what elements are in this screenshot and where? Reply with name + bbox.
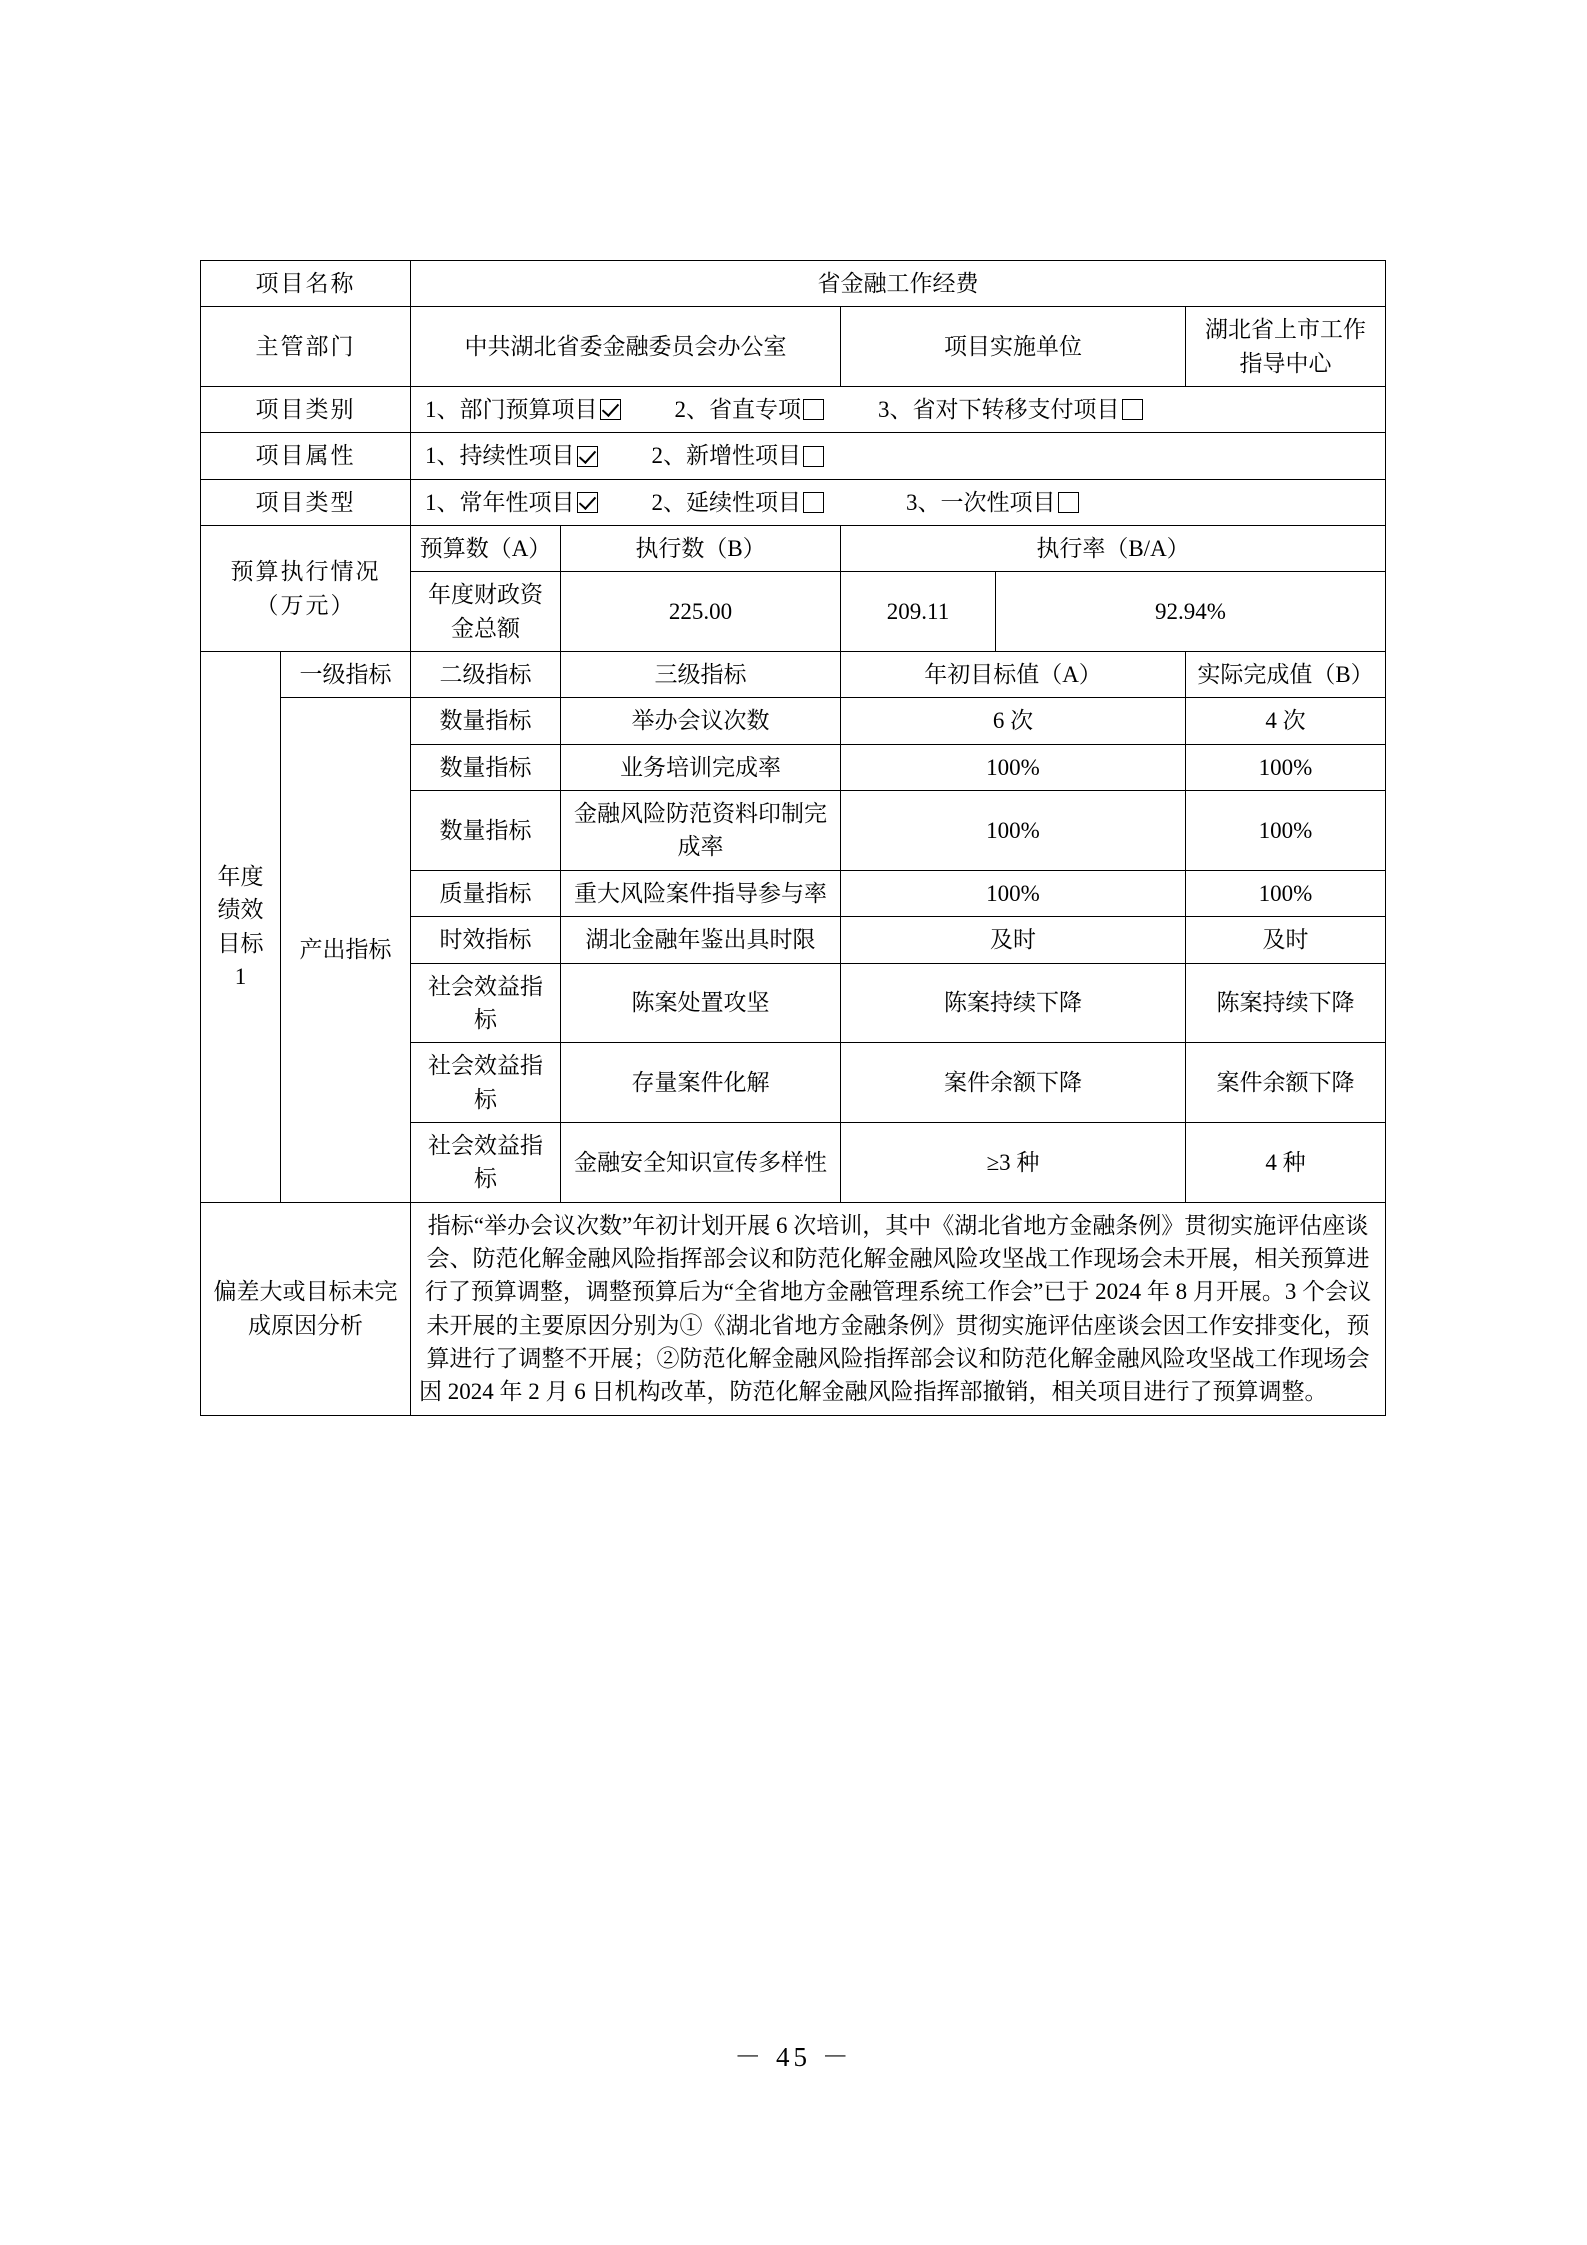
indicator-1-actual: 100% bbox=[1186, 744, 1386, 790]
table-row-type bbox=[201, 479, 1386, 525]
attribute-option-1-label: 2、新增性项目 bbox=[651, 443, 801, 469]
attribute-option-0-checkbox[interactable] bbox=[577, 446, 598, 467]
table-row-budget-header bbox=[201, 526, 1386, 572]
attribute-label: 项目属性 bbox=[201, 433, 411, 479]
indicator-4-actual: 及时 bbox=[1186, 917, 1386, 963]
dept-value: 中共湖北省委金融委员会办公室 bbox=[411, 307, 841, 387]
table-row bbox=[201, 698, 1386, 744]
type-option-0-label: 1、常年性项目 bbox=[425, 489, 575, 515]
page-number: － 45 － bbox=[734, 2042, 853, 2072]
type-option-1-label: 2、延续性项目 bbox=[651, 489, 801, 515]
performance-table bbox=[200, 260, 1386, 1416]
indicator-3-l2: 质量指标 bbox=[411, 870, 561, 916]
category-option-0-checkbox[interactable] bbox=[600, 399, 621, 420]
indicator-6-l3: 存量案件化解 bbox=[561, 1043, 841, 1123]
attribute-option-1-checkbox[interactable] bbox=[803, 446, 824, 467]
level3-header: 三级指标 bbox=[561, 652, 841, 698]
attribute-option-0-label: 1、持续性项目 bbox=[425, 443, 575, 469]
indicator-7-target: ≥3 种 bbox=[841, 1122, 1186, 1202]
table-row-dept bbox=[201, 307, 1386, 387]
budget-label: 预算执行情况（万元） bbox=[201, 526, 411, 652]
impl-unit-label: 项目实施单位 bbox=[841, 307, 1186, 387]
indicator-4-l3: 湖北金融年鉴出具时限 bbox=[561, 917, 841, 963]
type-option-2-checkbox[interactable] bbox=[1058, 492, 1079, 513]
indicator-3-l3: 重大风险案件指导参与率 bbox=[561, 870, 841, 916]
perf-goal-label: 年度绩效目标 1 bbox=[201, 652, 281, 1202]
category-option-1-checkbox[interactable] bbox=[803, 399, 824, 420]
category-option-1-label: 2、省直专项 bbox=[674, 397, 801, 423]
indicator-7-l2: 社会效益指标 bbox=[411, 1122, 561, 1202]
budget-value-rate: 92.94% bbox=[996, 572, 1386, 652]
indicator-5-l2: 社会效益指标 bbox=[411, 963, 561, 1043]
type-option-2-label: 3、一次性项目 bbox=[906, 489, 1056, 515]
target-header: 年初目标值（A） bbox=[841, 652, 1186, 698]
indicator-0-l2: 数量指标 bbox=[411, 698, 561, 744]
analysis-label: 偏差大或目标未完成原因分析 bbox=[201, 1202, 411, 1415]
indicator-4-target: 及时 bbox=[841, 917, 1186, 963]
performance-table-container bbox=[200, 260, 1385, 1416]
level1-header: 一级指标 bbox=[281, 652, 411, 698]
budget-value-a: 225.00 bbox=[561, 572, 841, 652]
indicator-1-l3: 业务培训完成率 bbox=[561, 744, 841, 790]
type-options bbox=[411, 479, 1386, 525]
indicator-5-actual: 陈案持续下降 bbox=[1186, 963, 1386, 1043]
attribute-options bbox=[411, 433, 1386, 479]
category-option-2-label: 3、省对下转移支付项目 bbox=[878, 397, 1120, 423]
indicator-0-actual: 4 次 bbox=[1186, 698, 1386, 744]
indicator-6-l2: 社会效益指标 bbox=[411, 1043, 561, 1123]
budget-head-rate: 执行率（B/A） bbox=[841, 526, 1386, 572]
indicator-2-l2: 数量指标 bbox=[411, 791, 561, 871]
budget-head-a: 预算数（A） bbox=[411, 526, 561, 572]
indicator-4-l2: 时效指标 bbox=[411, 917, 561, 963]
level2-header: 二级指标 bbox=[411, 652, 561, 698]
indicator-5-l3: 陈案处置攻坚 bbox=[561, 963, 841, 1043]
level1-value: 产出指标 bbox=[281, 698, 411, 1202]
impl-unit-value: 湖北省上市工作指导中心 bbox=[1186, 307, 1386, 387]
table-row-analysis bbox=[201, 1202, 1386, 1415]
indicator-7-actual: 4 种 bbox=[1186, 1122, 1386, 1202]
indicator-6-actual: 案件余额下降 bbox=[1186, 1043, 1386, 1123]
category-option-0-label: 1、部门预算项目 bbox=[425, 397, 598, 423]
indicator-3-actual: 100% bbox=[1186, 870, 1386, 916]
table-row-category bbox=[201, 387, 1386, 433]
indicator-2-l3: 金融风险防范资料印制完成率 bbox=[561, 791, 841, 871]
project-name-label: 项目名称 bbox=[201, 261, 411, 307]
project-name-value: 省金融工作经费 bbox=[411, 261, 1386, 307]
dept-label: 主管部门 bbox=[201, 307, 411, 387]
indicator-0-l3: 举办会议次数 bbox=[561, 698, 841, 744]
budget-head-b: 执行数（B） bbox=[561, 526, 841, 572]
analysis-text: 指标“举办会议次数”年初计划开展 6 次培训，其中《湖北省地方金融条例》贯彻实施评估座谈会、防范化解金融风险指挥部会议和防范化解金融风险攻坚战工作现场会未开展，相关预算进行了预算调整，调整预算后为“全省地方金融管理系统工作会”已于 2024 年 8 月开展。3 个会议未开展的主要原因分别为①《湖北省地方金融条例》贯彻实施评估座谈会因工作安排变化，预算进行了调整不开展；②防范化解金融风险指挥部会议和防范化解金融风险攻坚战工作现场会因 2024 年 2 月 6 日机构改革，防范化解金融风险指挥部撤销，相关项目进行了预算调整。 bbox=[411, 1202, 1386, 1415]
table-row-indicator-header bbox=[201, 652, 1386, 698]
indicator-2-target: 100% bbox=[841, 791, 1186, 871]
table-row-attribute bbox=[201, 433, 1386, 479]
category-option-2-checkbox[interactable] bbox=[1122, 399, 1143, 420]
indicator-2-actual: 100% bbox=[1186, 791, 1386, 871]
type-option-1-checkbox[interactable] bbox=[803, 492, 824, 513]
indicator-5-target: 陈案持续下降 bbox=[841, 963, 1186, 1043]
category-label: 项目类别 bbox=[201, 387, 411, 433]
actual-header: 实际完成值（B） bbox=[1186, 652, 1386, 698]
indicator-0-target: 6 次 bbox=[841, 698, 1186, 744]
table-row-project-name bbox=[201, 261, 1386, 307]
indicator-7-l3: 金融安全知识宣传多样性 bbox=[561, 1122, 841, 1202]
type-option-0-checkbox[interactable] bbox=[577, 492, 598, 513]
budget-row-label: 年度财政资金总额 bbox=[411, 572, 561, 652]
indicator-1-target: 100% bbox=[841, 744, 1186, 790]
indicator-3-target: 100% bbox=[841, 870, 1186, 916]
indicator-6-target: 案件余额下降 bbox=[841, 1043, 1186, 1123]
budget-value-b: 209.11 bbox=[841, 572, 996, 652]
type-label: 项目类型 bbox=[201, 479, 411, 525]
indicator-1-l2: 数量指标 bbox=[411, 744, 561, 790]
category-options bbox=[411, 387, 1386, 433]
